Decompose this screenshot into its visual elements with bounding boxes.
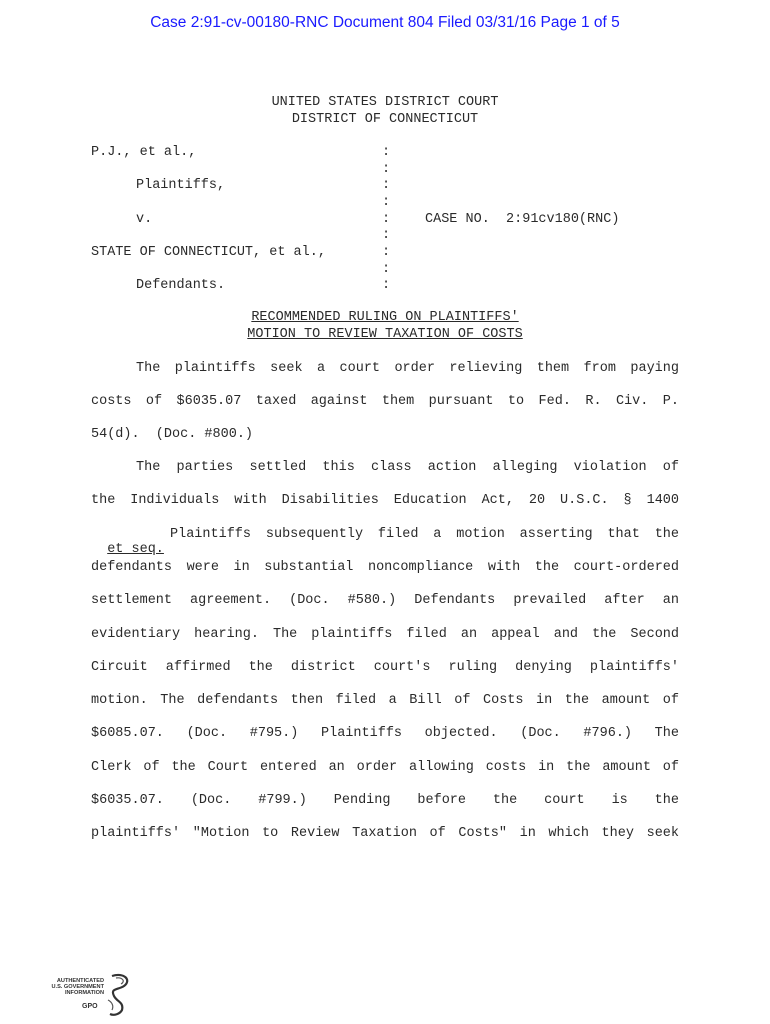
caption-colon: : bbox=[382, 278, 391, 293]
caption-role-plaintiffs: Plaintiffs, bbox=[136, 178, 226, 193]
caption-colon: : bbox=[382, 178, 391, 193]
caption-colon: : bbox=[382, 195, 391, 210]
court-district: DISTRICT OF CONNECTICUT bbox=[291, 112, 479, 127]
body-line: settlement agreement. (Doc. #580.) Defendants prevailed after an bbox=[91, 593, 679, 608]
caption-colon: : bbox=[382, 262, 391, 277]
body-line-emphasis bbox=[91, 527, 164, 557]
body-line: evidentiary hearing. The plaintiffs filed an appeal and the Second bbox=[91, 627, 679, 642]
logo-text bbox=[44, 978, 104, 996]
body-line: 54(d). (Doc. #800.) bbox=[91, 427, 254, 442]
caption-party-plaintiffs: P.J., et al., bbox=[91, 145, 197, 160]
logo-text-line: U.S. GOVERNMENT bbox=[51, 984, 104, 990]
body-line: Circuit affirmed the district court's ruling denying plaintiffs' bbox=[91, 660, 679, 675]
body-line: costs of $6035.07 taxed against them pursuant to Fed. R. Civ. P. bbox=[91, 394, 679, 409]
case-header-stamp: Case 2:91-cv-00180-RNC Document 804 Filed 03/31/16 Page 1 of 5 bbox=[150, 14, 620, 31]
body-line: The parties settled this class action alleging violation of bbox=[136, 460, 679, 475]
body-line: motion. The defendants then filed a Bill of Costs in the amount of bbox=[91, 693, 679, 708]
body-line: the Individuals with Disabilities Education Act, 20 U.S.C. § 1400 bbox=[91, 493, 679, 508]
et-seq: et seq. bbox=[107, 542, 164, 557]
caption-colon: : bbox=[382, 145, 391, 160]
caption-colon: : bbox=[382, 228, 391, 243]
logo-text-line: INFORMATION bbox=[64, 990, 104, 996]
logo-gpo-mark: GPO bbox=[82, 1003, 98, 1010]
body-line: defendants were in substantial noncompliance with the court-ordered bbox=[91, 560, 679, 575]
caption-versus: v. bbox=[136, 212, 153, 227]
logo-text-line: AUTHENTICATED bbox=[56, 978, 104, 984]
body-line: plaintiffs' "Motion to Review Taxation of Costs" in which they seek bbox=[91, 826, 679, 841]
ruling-title-line2: MOTION TO REVIEW TAXATION OF COSTS bbox=[247, 327, 523, 342]
caption-colon: : bbox=[382, 162, 391, 177]
body-line: Clerk of the Court entered an order allowing costs in the amount of bbox=[91, 760, 679, 775]
caption-colon: : bbox=[382, 245, 391, 260]
court-name: UNITED STATES DISTRICT COURT bbox=[271, 95, 499, 110]
case-number: CASE NO. 2:91cv180(RNC) bbox=[425, 212, 620, 227]
ruling-title-line1: RECOMMENDED RULING ON PLAINTIFFS' bbox=[251, 310, 519, 325]
gpo-authentication-logo bbox=[44, 972, 134, 1018]
caption-role-defendants: Defendants. bbox=[136, 278, 226, 293]
body-line: $6085.07. (Doc. #795.) Plaintiffs objected. (Doc. #796.) The bbox=[91, 726, 679, 741]
caption-party-defendants: STATE OF CONNECTICUT, et al., bbox=[91, 245, 326, 260]
body-line: Plaintiffs subsequently filed a motion asserting that the bbox=[170, 527, 679, 542]
body-line: The plaintiffs seek a court order relieving them from paying bbox=[136, 361, 679, 376]
body-line: $6035.07. (Doc. #799.) Pending before the court is the bbox=[91, 793, 679, 808]
caption-colon: : bbox=[382, 212, 391, 227]
gpo-eagle-icon bbox=[102, 972, 132, 1016]
